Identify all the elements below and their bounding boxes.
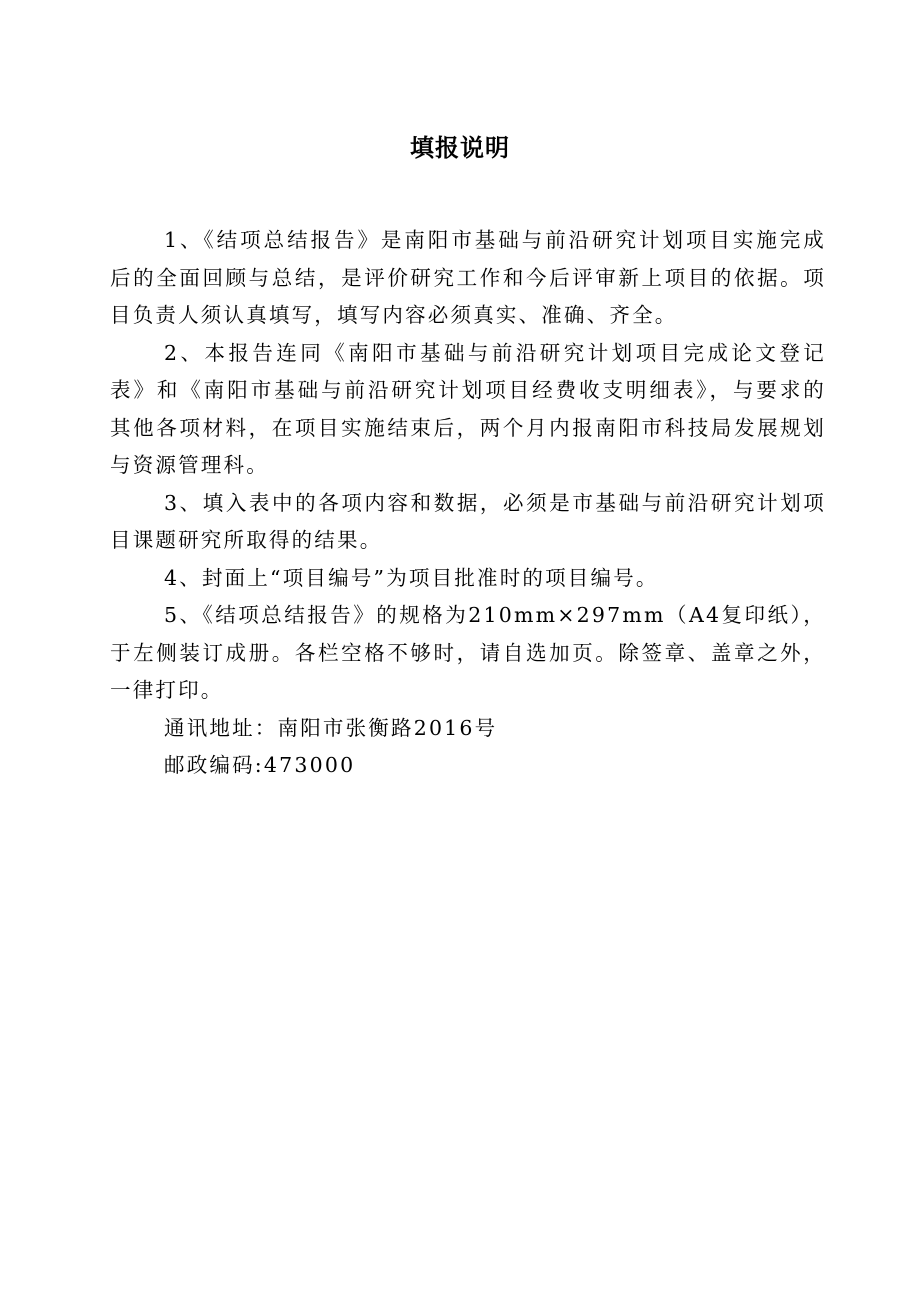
page-title: 填报说明: [410, 134, 510, 162]
instruction-paragraph-2: 2、本报告连同《南阳市基础与前沿研究计划项目完成论文登记表》和《南阳市基础与前沿研究计划项目经费收支明细表》，与要求的其他各项材料，在项目实施结束后，两个月内报南阳市科技局发展规划与资源管理科。: [110, 340, 826, 477]
postal-code: 邮政编码:473000: [164, 753, 356, 777]
document-body: [110, 222, 826, 785]
mailing-address: 通讯地址：南阳市张衡路2016号: [164, 715, 498, 740]
instruction-paragraph-1: 1、《结项总结报告》是南阳市基础与前沿研究计划项目实施完成后的全面回顾与总结，是评价研究工作和今后评审新上项目的依据。项目负责人须认真填写，填写内容必须真实、准确、齐全。: [110, 228, 826, 327]
instruction-paragraph-3: 3、填入表中的各项内容和数据，必须是市基础与前沿研究计划项目课题研究所取得的结果。: [110, 490, 826, 552]
instruction-paragraph-5: 5、《结项总结报告》的规格为210mm×297mm（A4复印纸），于左侧装订成册。各栏空格不够时，请自选加页。除签章、盖章之外，一律打印。: [110, 603, 826, 702]
instruction-paragraph-4: 4、封面上“项目编号”为项目批准时的项目编号。: [164, 565, 659, 590]
